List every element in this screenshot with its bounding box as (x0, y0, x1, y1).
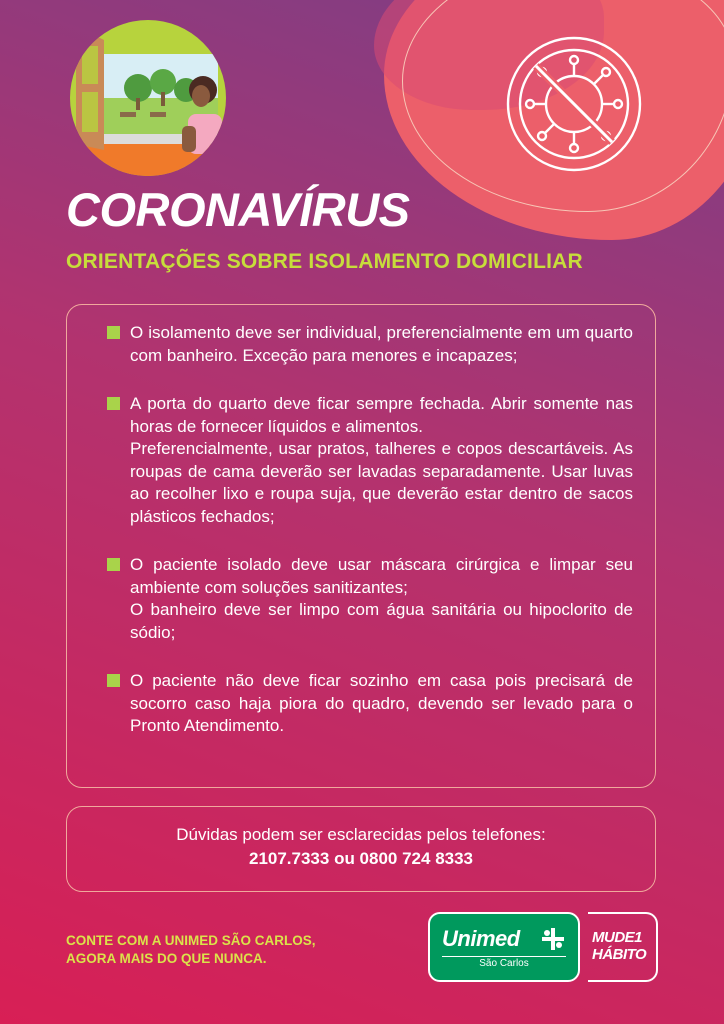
bullet-square-icon (107, 558, 120, 571)
guideline-item (107, 393, 633, 528)
page-subtitle: ORIENTAÇÕES SOBRE ISOLAMENTO DOMICILIAR (66, 250, 583, 273)
guideline-item (107, 670, 633, 738)
unimed-logo-city: São Carlos (479, 958, 529, 969)
guideline-text: Preferencialmente, usar pratos, talheres e copos descartáveis. As roupas de cama deverão ser lavadas separadamente. Usar luvas ao recolher lixo e roupa suja, que deverão estar dentro de sacos plásticos fechados; (130, 439, 633, 526)
guideline-item (107, 554, 633, 644)
guideline-text: O paciente isolado deve usar máscara cirúrgica e limpar seu ambiente com soluções sanitizantes; (130, 555, 633, 597)
guideline-text: O isolamento deve ser individual, preferencialmente em um quarto com banheiro. Exceção para menores e incapazes; (130, 323, 633, 365)
unimed-logo (428, 912, 580, 982)
bullet-square-icon (107, 326, 120, 339)
guideline-text: O banheiro deve ser limpo com água sanitária ou hipoclorito de sódio; (130, 600, 633, 642)
mude-logo-line: MUDE1 (592, 929, 643, 946)
footer-line: AGORA MAIS DO QUE NUNCA. (66, 951, 267, 966)
contact-phone-numbers: 2107.7333 ou 0800 724 8333 (248, 849, 474, 868)
guideline-item (107, 322, 633, 367)
mude-logo-line: HÁBITO (592, 946, 647, 963)
unimed-mark-icon (542, 928, 564, 950)
window-scene-illustration (68, 18, 228, 178)
unimed-logo-divider (442, 956, 566, 957)
guidelines-panel (66, 304, 656, 788)
guideline-text: O paciente não deve ficar sozinho em casa pois precisará de socorro caso haja piora do quadro, devendo ser levado para o Pronto Atendimento. (130, 671, 633, 735)
unimed-logo-name: Unimed (442, 926, 520, 951)
bullet-square-icon (107, 397, 120, 410)
mude-habito-logo (588, 912, 658, 982)
footer-line: CONTE COM A UNIMED SÃO CARLOS, (66, 933, 316, 948)
bullet-square-icon (107, 674, 120, 687)
no-virus-icon (504, 34, 644, 174)
contact-box (66, 806, 656, 892)
page-title: CORONAVÍRUS (66, 183, 410, 236)
contact-text: Dúvidas podem ser esclarecidas pelos telefones: (176, 825, 546, 844)
footer-slogan (66, 932, 366, 968)
guideline-text: A porta do quarto deve ficar sempre fechada. Abrir somente nas horas de fornecer líquidos e alimentos. (130, 394, 633, 436)
